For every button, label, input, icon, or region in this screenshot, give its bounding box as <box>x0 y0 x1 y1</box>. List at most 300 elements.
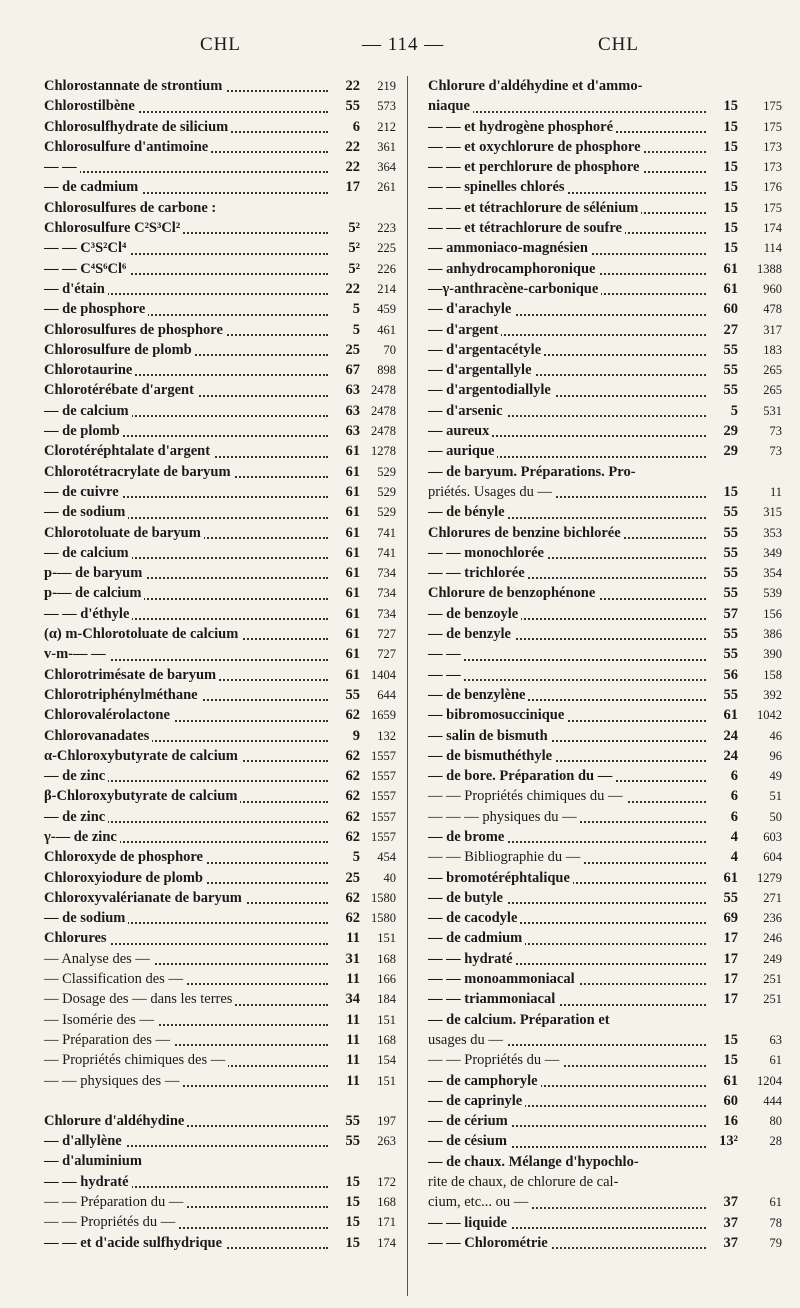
index-entry <box>44 1111 396 1131</box>
entry-term: — Classification des — <box>44 969 186 989</box>
entry-page: 174 <box>377 1235 396 1250</box>
entry-volume: 22 <box>330 76 360 96</box>
index-entry <box>44 969 396 989</box>
entry-volume: 5 <box>330 847 360 867</box>
entry-volume: 55 <box>708 644 738 664</box>
index-entry <box>44 705 396 725</box>
entry-volume: 22 <box>330 137 360 157</box>
entry-volume: 5 <box>708 401 738 421</box>
entry-term: Chlorure d'aldéhydine et d'ammo- <box>428 76 645 96</box>
index-entry <box>44 989 396 1009</box>
entry-term: Chloroxyvalérianate de baryum <box>44 888 245 908</box>
entry-volume: 55 <box>708 380 738 400</box>
entry-term: — — physiques des — <box>44 1071 182 1091</box>
index-entry <box>44 218 396 238</box>
index-entry <box>428 421 782 441</box>
entry-page: 236 <box>763 911 782 926</box>
entry-volume: 37 <box>708 1213 738 1233</box>
entry-term: — de bore. Préparation du — <box>428 766 615 786</box>
entry-volume: 5² <box>330 218 360 238</box>
index-entry <box>428 502 782 522</box>
entry-volume: 6 <box>330 117 360 137</box>
index-entry <box>44 746 396 766</box>
running-head-right: CHL <box>598 34 639 55</box>
entry-volume: 5² <box>330 238 360 258</box>
entry-page: 529 <box>377 505 396 520</box>
column-divider <box>407 76 408 1296</box>
entry-term: (α) m-Chlorotoluate de calcium <box>44 624 241 644</box>
index-entry <box>44 1192 396 1212</box>
entry-term: Chloroxyde de phosphore <box>44 847 206 867</box>
entry-volume: 22 <box>330 279 360 299</box>
entry-volume: 62 <box>330 807 360 827</box>
entry-volume: 57 <box>708 604 738 624</box>
entry-volume: 11 <box>330 1010 360 1030</box>
index-entry <box>428 705 782 725</box>
index-column-left <box>44 76 396 1253</box>
index-entry <box>428 1050 782 1070</box>
entry-term: — d'arsenic <box>428 401 506 421</box>
entry-page: 263 <box>377 1134 396 1149</box>
entry-page: 219 <box>377 79 396 93</box>
entry-page: 173 <box>763 160 782 175</box>
entry-term: — d'arachyle <box>428 299 514 319</box>
entry-page: 459 <box>377 302 396 317</box>
entry-term: — de calcium <box>44 401 132 421</box>
entry-volume: 17 <box>708 949 738 969</box>
entry-volume: 15 <box>330 1172 360 1192</box>
entry-term: — Dosage des — dans les terres <box>44 989 235 1009</box>
entry-page: 61 <box>769 1053 782 1068</box>
entry-page: 361 <box>377 139 396 154</box>
entry-page: 151 <box>377 1012 396 1027</box>
entry-term: — de cuivre <box>44 482 122 502</box>
entry-page: 353 <box>763 525 782 540</box>
entry-term: — — monochlorée <box>428 543 547 563</box>
entry-page: 114 <box>763 241 782 256</box>
entry-term: — de benzyle <box>428 624 514 644</box>
entry-volume: 17 <box>708 989 738 1009</box>
entry-term: — d'argentallyle <box>428 360 535 380</box>
index-entry <box>428 177 782 197</box>
entry-term: — de benzoyle <box>428 604 521 624</box>
index-entry <box>44 868 396 888</box>
entry-page: 386 <box>763 627 782 642</box>
entry-page: 478 <box>763 302 782 317</box>
entry-term: Chlorostilbène <box>44 96 138 116</box>
entry-term: — — et d'acide sulfhydrique <box>44 1233 225 1253</box>
entry-volume: 62 <box>330 827 360 847</box>
index-entry <box>428 604 782 624</box>
index-entry <box>44 157 396 177</box>
entry-term: — — triammoniacal <box>428 989 558 1009</box>
entry-page: 172 <box>377 1174 396 1189</box>
index-entry <box>428 827 782 847</box>
entry-volume: 56 <box>708 665 738 685</box>
entry-page: 1659 <box>371 708 396 723</box>
entry-term: p-— de calcium <box>44 583 144 603</box>
entry-term: — Analyse des — <box>44 949 153 969</box>
index-entry <box>44 320 396 340</box>
index-entry <box>428 401 782 421</box>
entry-volume: 61 <box>708 279 738 299</box>
entry-page: 271 <box>763 890 782 905</box>
entry-term: p-— de baryum <box>44 563 145 583</box>
entry-page: 539 <box>763 586 782 601</box>
entry-term: — — et hydrogène phosphoré <box>428 117 616 137</box>
entry-term: — — <box>428 644 464 664</box>
entry-volume: 29 <box>708 421 738 441</box>
index-entry <box>44 380 396 400</box>
entry-volume: 22 <box>330 157 360 177</box>
index-entry <box>428 969 782 989</box>
entry-page: 2478 <box>371 383 396 398</box>
entry-page: 354 <box>763 566 782 581</box>
index-entry <box>44 502 396 522</box>
entry-term: — de chaux. Mélange d'hypochlo- <box>428 1152 642 1172</box>
entry-page: 173 <box>763 139 782 154</box>
index-entry <box>44 238 396 258</box>
entry-page: 183 <box>763 342 782 357</box>
entry-page: 1580 <box>371 890 396 905</box>
entry-volume: 25 <box>330 340 360 360</box>
entry-page: 898 <box>377 363 396 378</box>
index-entry <box>44 624 396 644</box>
entry-volume: 15 <box>708 177 738 197</box>
entry-volume: 55 <box>708 543 738 563</box>
entry-term: — de phosphore <box>44 299 148 319</box>
entry-term: Chlorures de benzine bichlorée <box>428 523 624 543</box>
index-entry <box>428 1010 768 1030</box>
entry-page: 573 <box>377 99 396 114</box>
entry-page: 1204 <box>757 1073 782 1088</box>
index-entry <box>44 543 396 563</box>
entry-volume: 63 <box>330 401 360 421</box>
entry-page: 70 <box>383 342 396 357</box>
entry-volume: 13² <box>708 1131 738 1151</box>
entry-page: 226 <box>377 261 396 276</box>
entry-volume: 15 <box>330 1192 360 1212</box>
index-entry <box>44 827 396 847</box>
index-entry <box>428 1213 782 1233</box>
entry-page: 168 <box>377 951 396 966</box>
entry-page: 251 <box>763 972 782 987</box>
entry-volume: 61 <box>330 604 360 624</box>
index-entry <box>44 604 396 624</box>
index-entry <box>44 299 396 319</box>
entry-volume: 61 <box>330 502 360 522</box>
entry-term: Chlorotérébate d'argent <box>44 380 197 400</box>
index-entry <box>428 76 768 96</box>
index-entry <box>428 218 782 238</box>
index-entry <box>428 766 782 786</box>
entry-volume: 60 <box>708 1091 738 1111</box>
index-entry <box>44 1233 396 1253</box>
index-entry <box>44 1010 396 1030</box>
entry-page: 741 <box>377 525 396 540</box>
index-entry <box>428 868 782 888</box>
index-entry <box>44 766 396 786</box>
entry-volume: 61 <box>330 543 360 563</box>
entry-page: 390 <box>763 647 782 662</box>
entry-volume: 15 <box>708 96 738 116</box>
index-entry <box>428 462 768 482</box>
entry-term: — Propriétés chimiques des — <box>44 1050 228 1070</box>
index-entry <box>44 563 396 583</box>
page-header <box>0 34 800 58</box>
index-entry <box>428 259 782 279</box>
entry-page: 214 <box>377 281 396 296</box>
entry-page: 132 <box>377 728 396 743</box>
entry-term: — — hydraté <box>44 1172 132 1192</box>
entry-term: — de calcium. Préparation et <box>428 1010 613 1030</box>
entry-volume: 16 <box>708 1111 738 1131</box>
entry-page: 265 <box>763 363 782 378</box>
entry-term: — de bényle <box>428 502 508 522</box>
index-entry <box>44 928 396 948</box>
entry-volume: 61 <box>708 1071 738 1091</box>
entry-volume: 27 <box>708 320 738 340</box>
entry-term: — de plomb <box>44 421 123 441</box>
index-entry <box>428 96 782 116</box>
entry-volume: 55 <box>708 502 738 522</box>
entry-term: — de zinc <box>44 807 108 827</box>
entry-volume: 24 <box>708 746 738 766</box>
entry-volume: 55 <box>708 583 738 603</box>
entry-page: 1404 <box>371 667 396 682</box>
entry-term: Chlorotriphénylméthane <box>44 685 201 705</box>
entry-page: 1557 <box>371 809 396 824</box>
entry-volume: 61 <box>708 705 738 725</box>
index-entry <box>428 340 782 360</box>
leader-dots <box>44 171 328 173</box>
entry-page: 444 <box>763 1093 782 1108</box>
entry-page: 73 <box>769 444 782 459</box>
index-entry <box>428 1131 782 1151</box>
entry-page: 734 <box>377 606 396 621</box>
index-entry <box>428 441 782 461</box>
entry-volume: 6 <box>708 807 738 827</box>
entry-page: 454 <box>377 850 396 865</box>
index-entry <box>428 279 782 299</box>
entry-term: — — C⁴S⁶Cl⁶ <box>44 259 129 279</box>
entry-page: 63 <box>769 1032 782 1047</box>
entry-volume: 15 <box>708 218 738 238</box>
entry-page: 1042 <box>757 708 782 723</box>
entry-volume: 55 <box>708 523 738 543</box>
entry-page: 2478 <box>371 424 396 439</box>
index-entry <box>428 482 782 502</box>
index-entry <box>428 299 782 319</box>
entry-term: β-Chloroxybutyrate de calcium <box>44 786 240 806</box>
entry-page: 2478 <box>371 403 396 418</box>
entry-volume: 62 <box>330 746 360 766</box>
index-entry <box>428 380 782 400</box>
entry-volume: 63 <box>330 421 360 441</box>
entry-term: — de sodium <box>44 908 128 928</box>
entry-term: α-Chloroxybutyrate de calcium <box>44 746 241 766</box>
entry-page: 80 <box>769 1114 782 1129</box>
index-entry <box>428 665 782 685</box>
entry-term: — — d'éthyle <box>44 604 132 624</box>
entry-page: 249 <box>763 951 782 966</box>
entry-term: Clorotéréphtalate d'argent <box>44 441 213 461</box>
entry-term: — de camphoryle <box>428 1071 541 1091</box>
index-entry <box>44 807 396 827</box>
entry-page: 727 <box>377 627 396 642</box>
entry-term: Chlorosulfure de plomb <box>44 340 195 360</box>
entry-term: Chlorosulfures de carbone : <box>44 198 219 218</box>
entry-term: — — liquide <box>428 1213 510 1233</box>
entry-term: Chlorostannate de strontium <box>44 76 225 96</box>
entry-volume: 17 <box>708 928 738 948</box>
entry-page: 741 <box>377 545 396 560</box>
entry-term: — — Chlorométrie <box>428 1233 551 1253</box>
entry-page: 96 <box>769 748 782 763</box>
entry-term: — d'allylène <box>44 1131 125 1151</box>
entry-page: 51 <box>769 789 782 804</box>
entry-term: — — Propriétés du — <box>44 1212 178 1232</box>
index-entry <box>428 198 782 218</box>
entry-page: 531 <box>763 403 782 418</box>
entry-term: — — trichlorée <box>428 563 528 583</box>
entry-volume: 6 <box>708 786 738 806</box>
entry-volume: 61 <box>330 523 360 543</box>
entry-page: 175 <box>763 200 782 215</box>
index-entry <box>44 96 396 116</box>
entry-volume: 15 <box>708 1030 738 1050</box>
entry-term: — anhydrocamphoronique <box>428 259 598 279</box>
entry-page: 40 <box>383 870 396 885</box>
entry-volume: 15 <box>708 137 738 157</box>
entry-volume: 11 <box>330 969 360 989</box>
entry-volume: 55 <box>330 1111 360 1131</box>
index-entry <box>44 1030 396 1050</box>
index-entry <box>44 421 396 441</box>
entry-volume: 4 <box>708 847 738 867</box>
index-entry <box>44 1151 390 1171</box>
index-entry <box>44 1050 396 1070</box>
index-entry <box>428 1091 782 1111</box>
entry-page: 392 <box>763 687 782 702</box>
entry-page: 265 <box>763 383 782 398</box>
entry-term: niaque <box>428 96 473 116</box>
entry-page: 734 <box>377 566 396 581</box>
index-entry <box>428 989 782 1009</box>
index-entry <box>44 76 396 96</box>
entry-term: — de benzylène <box>428 685 528 705</box>
entry-page: 529 <box>377 464 396 479</box>
entry-page: 317 <box>763 322 782 337</box>
entry-volume: 62 <box>330 908 360 928</box>
leader-dots <box>428 659 706 661</box>
entry-volume: 55 <box>708 360 738 380</box>
entry-term: — de calcium <box>44 543 132 563</box>
index-entry <box>428 807 782 827</box>
index-entry <box>44 949 396 969</box>
entry-page: 1557 <box>371 748 396 763</box>
entry-term: — Préparation des — <box>44 1030 173 1050</box>
entry-volume: 37 <box>708 1192 738 1212</box>
index-entry <box>44 583 396 603</box>
entry-term: rite de chaux, de chlorure de cal- <box>428 1172 621 1192</box>
entry-volume: 62 <box>330 705 360 725</box>
index-entry <box>44 1131 396 1151</box>
entry-term: v-m-— — <box>44 644 109 664</box>
entry-volume: 15 <box>330 1233 360 1253</box>
entry-volume: 69 <box>708 908 738 928</box>
entry-page: 61 <box>769 1195 782 1210</box>
entry-term: Chlorure de benzophénone <box>428 583 598 603</box>
index-entry <box>44 847 396 867</box>
entry-term: Chlorotaurine <box>44 360 135 380</box>
entry-volume: 61 <box>708 868 738 888</box>
index-entry <box>44 279 396 299</box>
entry-page: 1557 <box>371 829 396 844</box>
entry-page: 1279 <box>757 870 782 885</box>
entry-page: 960 <box>763 281 782 296</box>
entry-page: 644 <box>377 687 396 702</box>
entry-term: — aureux <box>428 421 492 441</box>
entry-term: Chlorosulfures de phosphore <box>44 320 226 340</box>
entry-page: 1557 <box>371 789 396 804</box>
entry-term: — de caprinyle <box>428 1091 525 1111</box>
entry-page: 315 <box>763 505 782 520</box>
index-column-right <box>428 76 782 1253</box>
page-number: — 114 — <box>362 34 445 55</box>
entry-page: 151 <box>377 1073 396 1088</box>
entry-volume: 24 <box>708 726 738 746</box>
entry-page: 251 <box>763 992 782 1007</box>
entry-term: — bromotéréphtalique <box>428 868 573 888</box>
index-entry <box>44 482 396 502</box>
entry-term: γ-— de zinc <box>44 827 120 847</box>
index-entry <box>428 137 782 157</box>
entry-page: 246 <box>763 931 782 946</box>
index-entry <box>44 523 396 543</box>
entry-page: 154 <box>377 1053 396 1068</box>
index-entry <box>428 786 782 806</box>
entry-volume: 62 <box>330 888 360 908</box>
index-entry <box>428 1192 782 1212</box>
entry-term: — de cadmium <box>428 928 525 948</box>
index-entry <box>44 908 396 928</box>
running-head-left: CHL <box>200 34 241 55</box>
index-entry <box>44 685 396 705</box>
entry-term: — — — physiques du — <box>428 807 580 827</box>
entry-page: 1388 <box>757 261 782 276</box>
index-entry <box>44 786 396 806</box>
entry-volume: 17 <box>330 177 360 197</box>
index-entry <box>428 928 782 948</box>
entry-page: 175 <box>763 119 782 134</box>
index-entry <box>44 665 396 685</box>
entry-term: — — Propriétés chimiques du — <box>428 786 626 806</box>
entry-volume: 67 <box>330 360 360 380</box>
entry-page: 603 <box>763 829 782 844</box>
entry-page: 46 <box>769 728 782 743</box>
entry-term: — d'étain <box>44 279 108 299</box>
index-entry <box>428 746 782 766</box>
entry-page: 1580 <box>371 911 396 926</box>
index-entry <box>44 177 396 197</box>
index-entry <box>428 563 782 583</box>
entry-volume: 5² <box>330 259 360 279</box>
entry-term: — aurique <box>428 441 497 461</box>
entry-volume: 11 <box>330 1030 360 1050</box>
leader-dots <box>428 679 706 681</box>
entry-page: 223 <box>377 221 396 236</box>
